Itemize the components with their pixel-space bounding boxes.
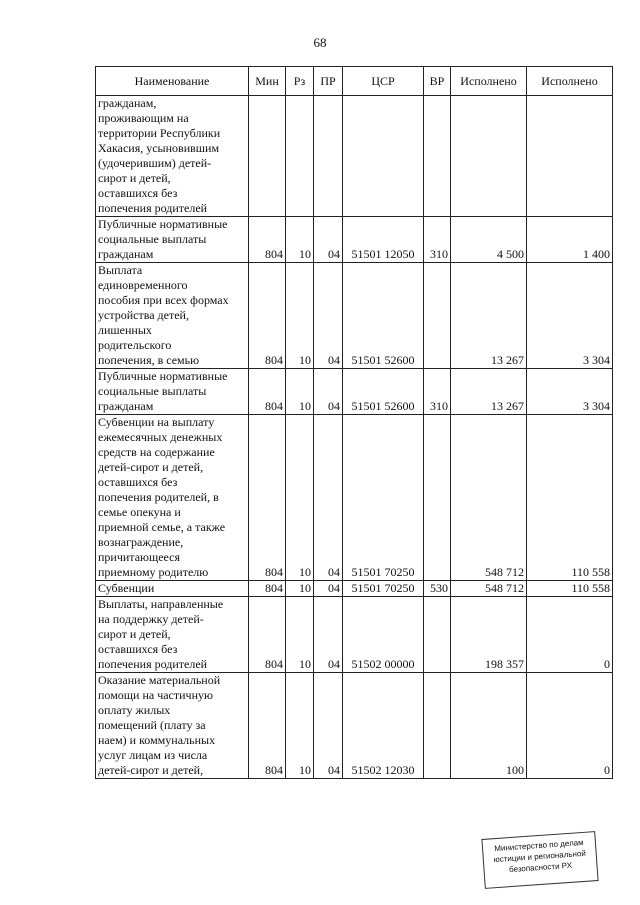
stamp-line: безопасности РХ xyxy=(508,860,573,875)
cell-rz: 10 xyxy=(286,369,314,415)
table-row xyxy=(96,597,613,673)
page-number: 68 xyxy=(313,35,327,50)
cell-vr: 310 xyxy=(424,217,451,263)
cell-pr: 04 xyxy=(314,415,343,581)
cell-name: Субвенции xyxy=(96,581,249,597)
cell-executed-2: 1 400 xyxy=(527,217,613,263)
table-row xyxy=(96,263,613,369)
cell-pr: 04 xyxy=(314,263,343,369)
cell-pr: 04 xyxy=(314,369,343,415)
cell-executed-2: 3 304 xyxy=(527,263,613,369)
cell-min: 804 xyxy=(249,415,286,581)
cell-name: Выплата единовременного пособия при всех формах устройства детей, лишенных родительского попечения, в семью xyxy=(96,263,249,369)
cell-csr: 51501 52600 xyxy=(343,263,424,369)
cell-rz xyxy=(286,96,314,217)
table-header-row xyxy=(96,67,613,96)
cell-executed-1: 4 500 xyxy=(451,217,527,263)
cell-rz: 10 xyxy=(286,673,314,779)
cell-executed-2: 3 304 xyxy=(527,369,613,415)
table-row xyxy=(96,415,613,581)
header-csr: ЦСР xyxy=(343,67,424,96)
cell-name: Субвенции на выплату ежемесячных денежных средств на содержание детей-сирот и детей, оставшихся без попечения родителей, в семье опекуна и приемной семье, а также вознаграждение, причитающееся приемному родителю xyxy=(96,415,249,581)
cell-name: Оказание материальной помощи на частичную оплату жилых помещений (плату за наем) и коммунальных услуг лицам из числа детей-сирот и детей, xyxy=(96,673,249,779)
cell-executed-2 xyxy=(527,96,613,217)
stamp-line: Министерство по делам xyxy=(494,837,584,854)
cell-executed-2: 0 xyxy=(527,597,613,673)
cell-csr: 51501 70250 xyxy=(343,415,424,581)
cell-pr: 04 xyxy=(314,673,343,779)
cell-min: 804 xyxy=(249,263,286,369)
header-min: Мин xyxy=(249,67,286,96)
cell-name: Публичные нормативные социальные выплаты гражданам xyxy=(96,217,249,263)
cell-pr: 04 xyxy=(314,581,343,597)
cell-executed-1: 13 267 xyxy=(451,263,527,369)
cell-executed-1 xyxy=(451,96,527,217)
cell-csr: 51501 52600 xyxy=(343,369,424,415)
cell-executed-2: 0 xyxy=(527,673,613,779)
cell-executed-2: 110 558 xyxy=(527,415,613,581)
cell-rz: 10 xyxy=(286,597,314,673)
cell-executed-1: 198 357 xyxy=(451,597,527,673)
cell-vr xyxy=(424,415,451,581)
cell-executed-1: 100 xyxy=(451,673,527,779)
cell-name: гражданам, проживающим на территории Республики Хакасия, усыновившим (удочерившим) детей- сирот и детей, оставшихся без попечения родителей xyxy=(96,96,249,217)
ministry-stamp xyxy=(481,831,598,889)
cell-rz: 10 xyxy=(286,415,314,581)
cell-csr: 51501 12050 xyxy=(343,217,424,263)
cell-csr: 51502 12030 xyxy=(343,673,424,779)
cell-vr: 310 xyxy=(424,369,451,415)
cell-executed-1: 13 267 xyxy=(451,369,527,415)
cell-min: 804 xyxy=(249,217,286,263)
cell-vr xyxy=(424,673,451,779)
cell-rz: 10 xyxy=(286,217,314,263)
table-row xyxy=(96,96,613,217)
cell-executed-1: 548 712 xyxy=(451,581,527,597)
cell-vr: 530 xyxy=(424,581,451,597)
cell-name: Публичные нормативные социальные выплаты гражданам xyxy=(96,369,249,415)
cell-min xyxy=(249,96,286,217)
cell-pr xyxy=(314,96,343,217)
table-row xyxy=(96,217,613,263)
header-pr: ПР xyxy=(314,67,343,96)
cell-min: 804 xyxy=(249,597,286,673)
budget-table xyxy=(95,66,613,779)
cell-csr: 51501 70250 xyxy=(343,581,424,597)
cell-name: Выплаты, направленные на поддержку детей- сирот и детей, оставшихся без попечения родителей xyxy=(96,597,249,673)
header-vr: ВР xyxy=(424,67,451,96)
cell-vr xyxy=(424,96,451,217)
cell-pr: 04 xyxy=(314,217,343,263)
cell-csr: 51502 00000 xyxy=(343,597,424,673)
cell-rz: 10 xyxy=(286,581,314,597)
table-row xyxy=(96,369,613,415)
cell-min: 804 xyxy=(249,369,286,415)
cell-csr xyxy=(343,96,424,217)
table-row xyxy=(96,581,613,597)
cell-vr xyxy=(424,597,451,673)
header-rz: Рз xyxy=(286,67,314,96)
header-name: Наименование xyxy=(96,67,249,96)
cell-rz: 10 xyxy=(286,263,314,369)
cell-min: 804 xyxy=(249,581,286,597)
cell-vr xyxy=(424,263,451,369)
cell-executed-1: 548 712 xyxy=(451,415,527,581)
header-executed-1: Исполнено xyxy=(451,67,527,96)
cell-executed-2: 110 558 xyxy=(527,581,613,597)
table-row xyxy=(96,673,613,779)
cell-pr: 04 xyxy=(314,597,343,673)
cell-min: 804 xyxy=(249,673,286,779)
header-executed-2: Исполнено xyxy=(527,67,613,96)
stamp-line: юстиции и региональной xyxy=(493,848,587,865)
